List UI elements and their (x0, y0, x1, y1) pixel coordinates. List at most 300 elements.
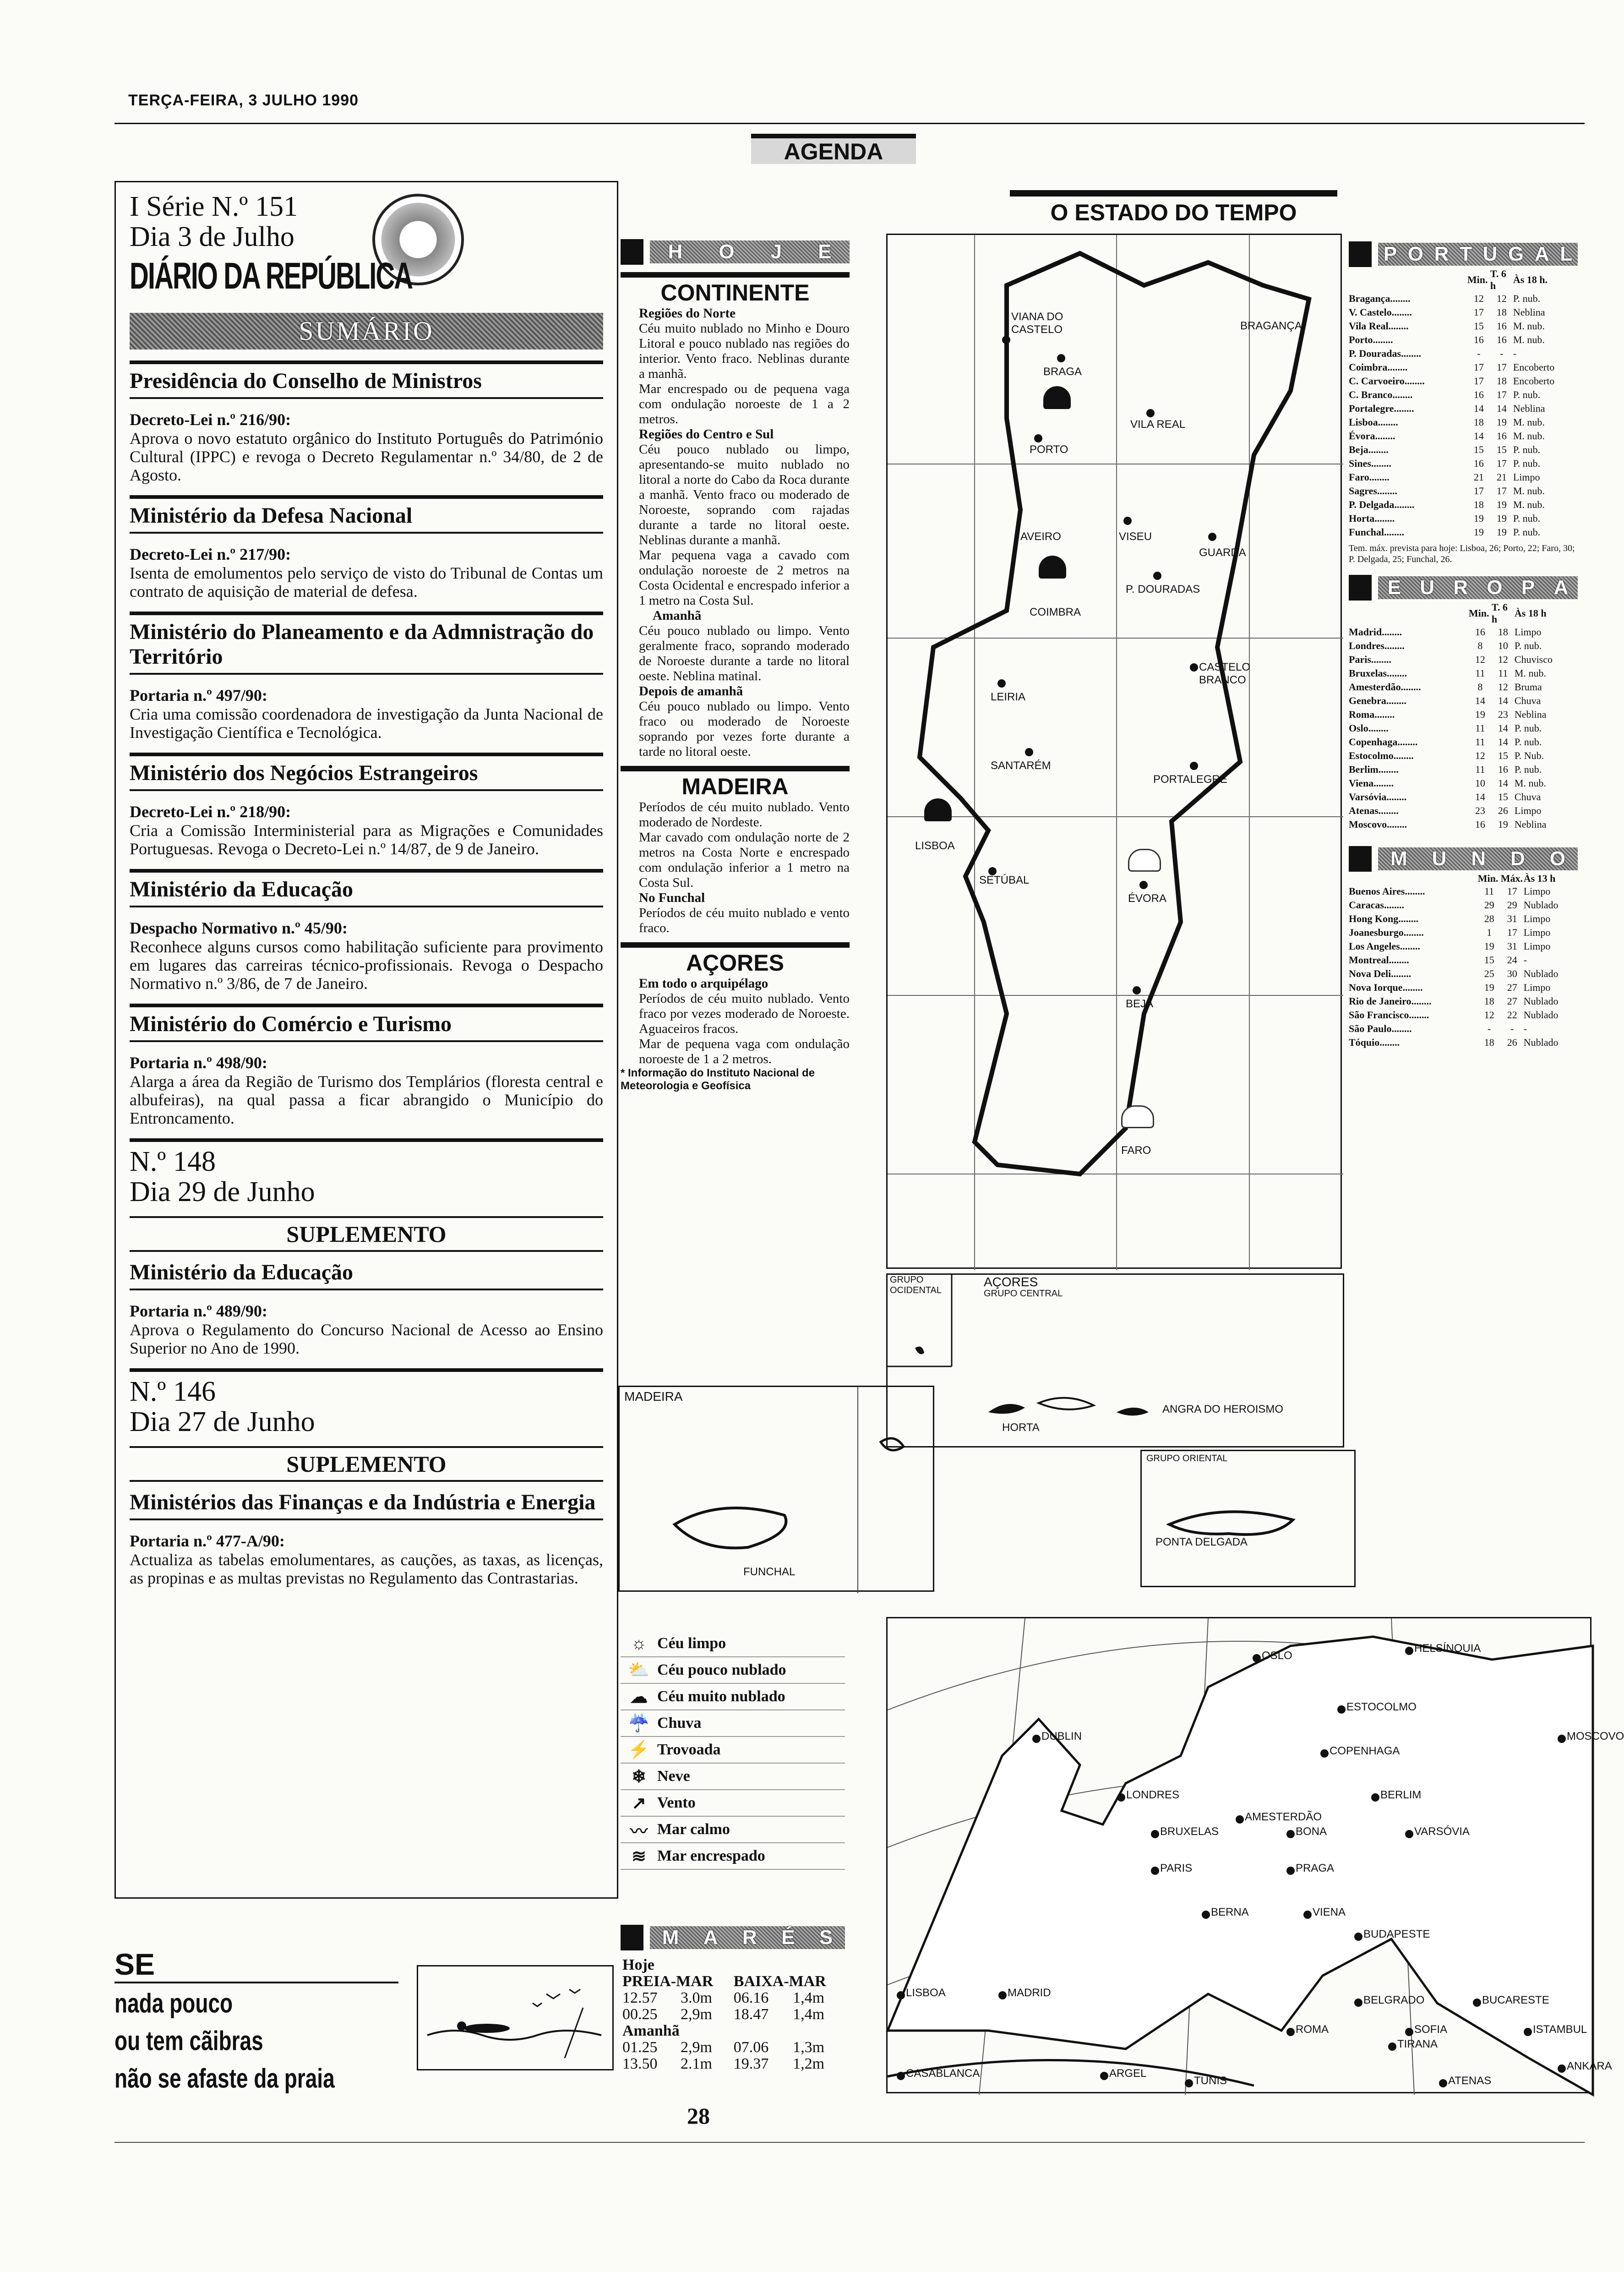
city-dot (1190, 762, 1198, 770)
city-label: ROMA (1296, 2023, 1329, 2036)
table-header-row (1349, 873, 1578, 885)
temp-value: 17 (1496, 485, 1507, 497)
table-row (1349, 708, 1578, 721)
sun-icon: ☼ (631, 1634, 647, 1653)
temp-min: 18 (1473, 416, 1484, 428)
temp-min: 15 (1473, 444, 1484, 455)
divider (130, 360, 603, 364)
conditions: P. nub. (1514, 764, 1542, 775)
conditions: Bruma (1514, 681, 1542, 693)
divider (130, 1004, 603, 1007)
table-row (1349, 415, 1578, 429)
dot (1117, 1793, 1125, 1802)
centro-text: Céu pouco nublado ou limpo, apresentando-se muito nublado no litoral a norte do Cabo da Roca durante a manhã. Vento fraco ou moderado de Noroeste, soprando com rajadas durante a tarde no litoral oeste. Neblinas durante a manhã. (639, 442, 850, 547)
dot (1354, 1999, 1362, 2007)
tide-row (621, 2039, 845, 2056)
temp-value: 15 (1498, 791, 1508, 803)
dot (1286, 1867, 1295, 1875)
suplemento-label: SUPLEMENTO (130, 1446, 603, 1482)
portugal-outline (888, 235, 1343, 1270)
dot (1558, 1735, 1566, 1743)
sumario-sections (130, 360, 603, 1127)
temp-value: - (1510, 1023, 1514, 1034)
temp-min: 28 (1484, 913, 1494, 924)
temp-value: 27 (1507, 982, 1517, 993)
city-label: BUDAPESTE (1363, 1928, 1430, 1940)
temp-value: 14 (1498, 777, 1508, 789)
advice-line: ou tem cãibras (114, 2025, 263, 2056)
table-row (1349, 926, 1578, 939)
city-dot (1123, 517, 1132, 525)
banner-letter: A (1553, 576, 1569, 599)
footer-rule (114, 2142, 1585, 2143)
tide-value: 01.25 (622, 2039, 658, 2056)
oriental-map (1140, 1450, 1356, 1587)
madeira-map (618, 1386, 934, 1592)
conditions: M. nub. (1513, 334, 1545, 345)
temp-min: 11 (1475, 764, 1485, 775)
table-header-cell: T. 6 h (1490, 268, 1506, 291)
tide-value: 1,2m (793, 2055, 825, 2072)
table-row (1349, 429, 1578, 443)
temp-value: 26 (1498, 805, 1508, 816)
temp-value: 12 (1496, 293, 1507, 304)
amanha-text: Céu pouco nublado ou limpo. Vento geralmente fraco, soprando moderado de Noroeste durante a tarde no litoral oeste. Neblina matinal. (639, 623, 850, 683)
conditions: P. nub. (1514, 736, 1542, 748)
table-row (1349, 653, 1578, 666)
decree-heading: Despacho Normativo n.º 45/90: (130, 919, 348, 937)
city-name: Los Angeles........ (1349, 940, 1420, 952)
table-header-cell: Às 18 h. (1513, 274, 1548, 285)
temp-value: 17 (1496, 458, 1507, 469)
europa-banner (1349, 574, 1578, 601)
table-row (1349, 967, 1578, 981)
table-row (1349, 735, 1578, 749)
table-row (1349, 1022, 1578, 1036)
tide-value: 18.47 (733, 2006, 769, 2023)
city-label: COPENHAGA (1330, 1745, 1400, 1757)
temp-value: 16 (1498, 764, 1508, 775)
city-dot (1208, 533, 1216, 541)
temp-min: 14 (1473, 403, 1484, 414)
temp-value: 17 (1496, 389, 1507, 400)
city-label: HELSÍNQUIA (1414, 1642, 1481, 1655)
rough-sea-icon: ≋ (632, 1846, 646, 1866)
banner-square (1349, 241, 1372, 267)
legend-item (621, 1843, 845, 1870)
horta-label: HORTA (1002, 1421, 1040, 1434)
table-row (1349, 763, 1578, 776)
funchal-heading: No Funchal (639, 890, 705, 905)
divider (130, 869, 603, 873)
table-row (1349, 402, 1578, 415)
thunder-icon: ⚡ (628, 1740, 650, 1759)
mares-letters (650, 1926, 845, 1949)
city-name: Londres........ (1349, 640, 1405, 651)
legend-item (621, 1737, 845, 1764)
city-name: Évora........ (1349, 430, 1395, 442)
temp-min: 16 (1473, 334, 1484, 345)
table-row (1349, 790, 1578, 804)
europe-outline (888, 1618, 1593, 2095)
mundo-letters (1378, 847, 1578, 870)
city-label: SANTARÉM (991, 759, 1051, 772)
calm-sea-icon: 〰 (630, 1822, 648, 1841)
city-label: LONDRES (1126, 1789, 1180, 1801)
continente-heading: CONTINENTE (621, 272, 850, 306)
banner-letter: G (1508, 243, 1524, 265)
tide-value: 00.25 (622, 2006, 658, 2023)
advice-line: nada pouco (114, 1988, 233, 2019)
table-header-cell: Às 13 h (1523, 873, 1556, 884)
temperature-tables (1349, 240, 1578, 1049)
tide-row (621, 1990, 845, 2006)
acores-forecast (621, 976, 850, 1067)
portugal-letters (1378, 243, 1578, 266)
diario-title: DIÁRIO DA REPÚBLICA (130, 255, 413, 297)
ponta-delgada-label: PONTA DELGADA (1155, 1536, 1248, 1548)
city-name: Nova Iorque........ (1349, 982, 1423, 993)
suplemento-label: SUPLEMENTO (130, 1216, 603, 1252)
temp-min: 17 (1473, 306, 1484, 318)
grupo-oriental-label: GRUPO ORIENTAL (1146, 1453, 1228, 1464)
temp-min: 11 (1475, 722, 1485, 734)
divider (130, 1368, 603, 1372)
banner-letter: N (1471, 847, 1486, 870)
dot (1439, 2079, 1447, 2087)
serie-number: I Série N.º 151 (130, 191, 298, 222)
decree-body: Aprova o Regulamento do Concurso Nacional de Acesso ao Ensino Superior no Ano de 1990. (130, 1321, 603, 1357)
page-date: TERÇA-FEIRA, 3 JULHO 1990 (128, 92, 359, 109)
table-row (1349, 388, 1578, 402)
decree-body: Actualiza as tabelas emolumentares, as cauções, as taxas, as licenças, as propinas e as multas previstas no Regulamento das Contrastarias. (130, 1551, 603, 1587)
banner-letter: M (662, 1926, 679, 1949)
banner-letter: E (818, 240, 832, 263)
temp-min: 18 (1473, 499, 1484, 510)
dot (1100, 2072, 1108, 2080)
city-label: LISBOA (906, 1987, 946, 1999)
table-row (1349, 319, 1578, 333)
banner-letter: P (1383, 243, 1397, 265)
banner-letter: T (1460, 243, 1472, 265)
norte-heading: Regiões do Norte (639, 306, 736, 321)
city-name: Horta........ (1349, 513, 1395, 524)
decree-heading: Decreto-Lei n.º 218/90: (130, 803, 291, 821)
conditions: M. nub. (1513, 430, 1545, 442)
madeira-text: Períodos de céu muito nublado. Vento moderado de Nordeste. (639, 800, 850, 830)
city-label: BERLIM (1380, 1789, 1422, 1801)
table-header-cell: Às 18 h (1514, 607, 1547, 619)
temp-min: 12 (1475, 750, 1485, 761)
funchal-label: FUNCHAL (743, 1566, 796, 1578)
temp-min: 12 (1484, 1009, 1494, 1021)
table-header-cell: Min. (1468, 607, 1489, 619)
city-label: DUBLIN (1041, 1730, 1082, 1742)
swimmer-icon (418, 1966, 615, 2072)
ministry-title: Ministério da Educação (130, 877, 603, 907)
temp-min: 29 (1484, 899, 1494, 911)
legend-item (621, 1710, 845, 1737)
city-label: BELGRADO (1363, 1994, 1425, 2006)
city-label: PORTO (1030, 443, 1068, 456)
preia-mar-header: PREIA-MAR (622, 1973, 714, 1990)
ministry-title: Ministérios das Finanças e da Indústria e Energia (130, 1490, 603, 1520)
city-name: P. Delgada........ (1349, 499, 1415, 510)
grupo-central-label: GRUPO CENTRAL (984, 1289, 1063, 1299)
legend-label: Vento (657, 1794, 696, 1811)
acores-subheading: Em todo o arquipélago (639, 976, 768, 991)
conditions: Nublado (1523, 995, 1559, 1007)
conditions: Neblina (1514, 819, 1547, 830)
temp-value: 19 (1496, 513, 1507, 524)
city-dot (1153, 572, 1161, 580)
ministry-title: Ministério dos Negócios Estrangeiros (130, 761, 603, 791)
temp-value: 24 (1507, 954, 1517, 966)
legend-label: Céu limpo (657, 1635, 726, 1652)
city-name: Rio de Janeiro........ (1349, 995, 1432, 1007)
temp-value: 12 (1498, 681, 1508, 693)
decree-heading: Portaria n.º 498/90: (130, 1054, 267, 1072)
city-dot (1057, 354, 1065, 362)
acores-label: AÇORES (984, 1275, 1038, 1289)
temp-value: 12 (1498, 654, 1508, 665)
temp-value: 26 (1507, 1037, 1517, 1048)
table-row (1349, 994, 1578, 1008)
temp-value: 27 (1507, 995, 1517, 1007)
temp-min: 21 (1473, 471, 1484, 483)
decree-heading: Portaria n.º 497/90: (130, 686, 267, 705)
table-header-cell (1349, 873, 1478, 885)
temp-value: 14 (1496, 403, 1507, 414)
city-name: Berlim........ (1349, 764, 1399, 775)
norte-forecast (621, 306, 850, 759)
acores-sea: Mar de pequena vaga com ondulação noroeste de 1 a 2 metros. (639, 1037, 850, 1066)
decree-heading: Decreto-Lei n.º 216/90: (130, 410, 291, 429)
city-dot (1025, 748, 1033, 756)
table-header-cell: T. 6 h (1491, 601, 1508, 625)
temp-min: 14 (1473, 430, 1484, 442)
dot (1320, 1749, 1329, 1758)
city-name: Amesterdão........ (1349, 681, 1421, 693)
city-dot (997, 679, 1006, 688)
temp-min: 15 (1473, 320, 1484, 332)
hoje-forecast (621, 238, 850, 1092)
temp-min: 16 (1475, 626, 1485, 638)
temp-min: 11 (1475, 667, 1485, 679)
city-name: Tóquio........ (1349, 1037, 1400, 1048)
table-row (1349, 333, 1578, 347)
city-dot (1139, 881, 1148, 889)
conditions: - (1513, 348, 1517, 359)
banner-letter: U (1432, 847, 1447, 870)
temp-value: 30 (1507, 968, 1517, 979)
madeira-heading: MADEIRA (621, 766, 850, 800)
conditions: Neblina (1513, 403, 1545, 414)
advice-line: não se afaste da praia (114, 2063, 335, 2094)
city-label: BERNA (1211, 1906, 1249, 1918)
conditions: P. Nub. (1514, 750, 1544, 761)
city-label: VIENA (1313, 1906, 1346, 1918)
angra-label: ANGRA DO HEROISMO (1162, 1403, 1284, 1415)
numero-146: N.º 146 (130, 1376, 216, 1407)
city-name: Beja........ (1349, 444, 1389, 455)
madeira-sea: Mar cavado com ondulação norte de 2 metros na Costa Norte e encrespado com ondulação inferior a 1 metro na Costa Sul. (639, 830, 850, 890)
temp-min: 16 (1473, 389, 1484, 400)
conditions: P. nub. (1513, 293, 1541, 304)
ministry-title: Ministério do Comércio e Turismo (130, 1012, 603, 1042)
acores-map (886, 1273, 1344, 1447)
divider (130, 495, 603, 499)
city-label: TIRANA (1397, 2038, 1438, 2050)
decree-body: Cria uma comissão coordenadora de investigação da Junta Nacional de Investigação Científica e Tecnológica. (130, 705, 603, 742)
tide-value: 12.57 (622, 1989, 658, 2006)
temp-min: 19 (1473, 526, 1484, 538)
norte-text: Céu muito nublado no Minho e Douro Litoral e pouco nublado nas regiões do interior. Vento fraco. Neblinas durante a manhã. (639, 321, 850, 381)
city-name: Viena........ (1349, 777, 1394, 789)
temp-value: 18 (1498, 626, 1508, 638)
banner-letter: H (668, 240, 683, 263)
temp-value: 17 (1507, 927, 1517, 938)
weather-legend (621, 1631, 845, 1870)
conditions: P. nub. (1513, 458, 1541, 469)
banner-letter: R (1434, 243, 1449, 265)
city-name: Roma........ (1349, 709, 1395, 720)
temp-value: 23 (1498, 709, 1508, 720)
legend-label: Chuva (657, 1715, 702, 1731)
temp-min: 18 (1484, 995, 1494, 1007)
wind-icon: ↗ (632, 1793, 646, 1813)
conditions: Limpo (1523, 913, 1551, 924)
banner-letter: É (781, 1926, 795, 1949)
advice-se: SE (114, 1947, 398, 1983)
temp-min: 8 (1477, 681, 1483, 693)
tides-box (621, 1924, 845, 2072)
portugal-note: Tem. máx. prevista para hoje: Lisboa, 26; Porto, 22; Faro, 30; P. Delgada, 25; Funchal, 26. (1349, 543, 1575, 564)
city-label: BUCARESTE (1482, 1994, 1549, 2006)
banner-letter: U (1482, 243, 1498, 265)
temp-min: 8 (1477, 640, 1483, 651)
table-header-row (1349, 268, 1578, 292)
temp-min: 10 (1475, 777, 1485, 789)
dot (1032, 1735, 1041, 1743)
city-dot (1002, 336, 1010, 344)
conditions: Limpo (1513, 471, 1540, 483)
temp-value: 31 (1507, 913, 1517, 924)
tide-value: 13.50 (622, 2055, 658, 2072)
legend-label: Mar encrespado (657, 1847, 765, 1864)
tide-value: 2,9m (681, 2006, 712, 2023)
temp-value: 14 (1498, 695, 1508, 706)
temp-value: 16 (1496, 334, 1507, 345)
table-row (1349, 625, 1578, 639)
conditions: P. nub. (1514, 722, 1542, 734)
dot (998, 1991, 1007, 1999)
table-row (1349, 981, 1578, 994)
map-title: O ESTADO DO TEMPO (1010, 190, 1337, 227)
table-row (1349, 1036, 1578, 1049)
table-row (1349, 484, 1578, 498)
table-row (1349, 470, 1578, 484)
table-row (1349, 443, 1578, 457)
temp-value: 29 (1507, 899, 1517, 911)
banner-letter: R (742, 1926, 757, 1949)
header-rule (114, 123, 1585, 124)
legend-label: Mar calmo (657, 1821, 730, 1838)
dot (1388, 2043, 1396, 2051)
ministry-title: Presidência do Conselho de Ministros (130, 369, 603, 399)
temp-min: 11 (1484, 885, 1494, 897)
city-label: BEJA (1126, 998, 1154, 1010)
divider (130, 612, 603, 615)
tide-value: 1,4m (793, 1989, 825, 2006)
beach-advice (114, 1947, 398, 2096)
conditions: Limpo (1514, 805, 1542, 816)
tide-value: 06.16 (733, 1989, 769, 2006)
table-header-cell: Máx. (1500, 873, 1523, 884)
acores-text: Períodos de céu muito nublado. Vento fraco por vezes moderado de Noroeste. Aguaceiros fracos. (639, 991, 850, 1036)
table-header-cell (1349, 268, 1467, 292)
numero-148: N.º 148 (130, 1146, 216, 1177)
table-row (1349, 680, 1578, 694)
city-name: V. Castelo........ (1349, 306, 1412, 318)
table-row (1349, 804, 1578, 818)
city-label: BRAGA (1043, 366, 1082, 378)
tide-value: 1,4m (793, 2006, 825, 2023)
mundo-banner (1349, 845, 1578, 873)
banner-square (1349, 846, 1372, 872)
legend-label: Trovoada (657, 1741, 721, 1758)
temp-min: 18 (1484, 1037, 1494, 1048)
table-row (1349, 1008, 1578, 1022)
city-name: Nova Deli........ (1349, 968, 1411, 979)
temp-min: 19 (1475, 709, 1485, 720)
tides-today: Hoje (622, 1956, 654, 1973)
europa-letters (1378, 576, 1578, 599)
temp-value: 19 (1496, 416, 1507, 428)
banner-square (621, 239, 643, 265)
temp-min: 19 (1484, 940, 1494, 952)
dot (1405, 1647, 1413, 1655)
city-label: BONA (1296, 1825, 1327, 1838)
conditions: Limpo (1523, 885, 1551, 897)
city-name: Varsóvia........ (1349, 791, 1407, 803)
sumario-banner: SUMÁRIO (130, 313, 603, 350)
divider (130, 753, 603, 756)
city-label: AVEIRO (1020, 530, 1061, 543)
banner-square (1349, 575, 1372, 601)
conditions: M. nub. (1513, 416, 1545, 428)
decree-heading: Decreto-Lei n.º 217/90: (130, 545, 291, 563)
temp-value: 17 (1507, 885, 1517, 897)
city-name: Estocolmo........ (1349, 750, 1414, 761)
temp-value: 22 (1507, 1009, 1517, 1021)
conditions: Chuva (1514, 791, 1541, 803)
conditions: Chuva (1514, 695, 1541, 706)
tide-value: 07.06 (733, 2039, 769, 2056)
conditions: - (1523, 954, 1527, 966)
city-name: Hong Kong........ (1349, 913, 1419, 924)
banner-letter: O (1407, 243, 1424, 265)
centro-sea: Mar pequena vaga a cavado com ondulação noroeste de 2 metros na Costa Ocidental e encrespado inferior a 1 metro na Costa Sul. (639, 548, 850, 608)
portugal-table (1349, 268, 1578, 539)
table-header-cell: Min. (1467, 274, 1488, 285)
conditions: Limpo (1514, 626, 1542, 638)
dot (1253, 1654, 1261, 1662)
legend-item (621, 1631, 845, 1657)
ministry-title: Ministério da Educação (130, 1260, 603, 1290)
table-row (1349, 512, 1578, 525)
city-name: Lisboa........ (1349, 416, 1398, 428)
